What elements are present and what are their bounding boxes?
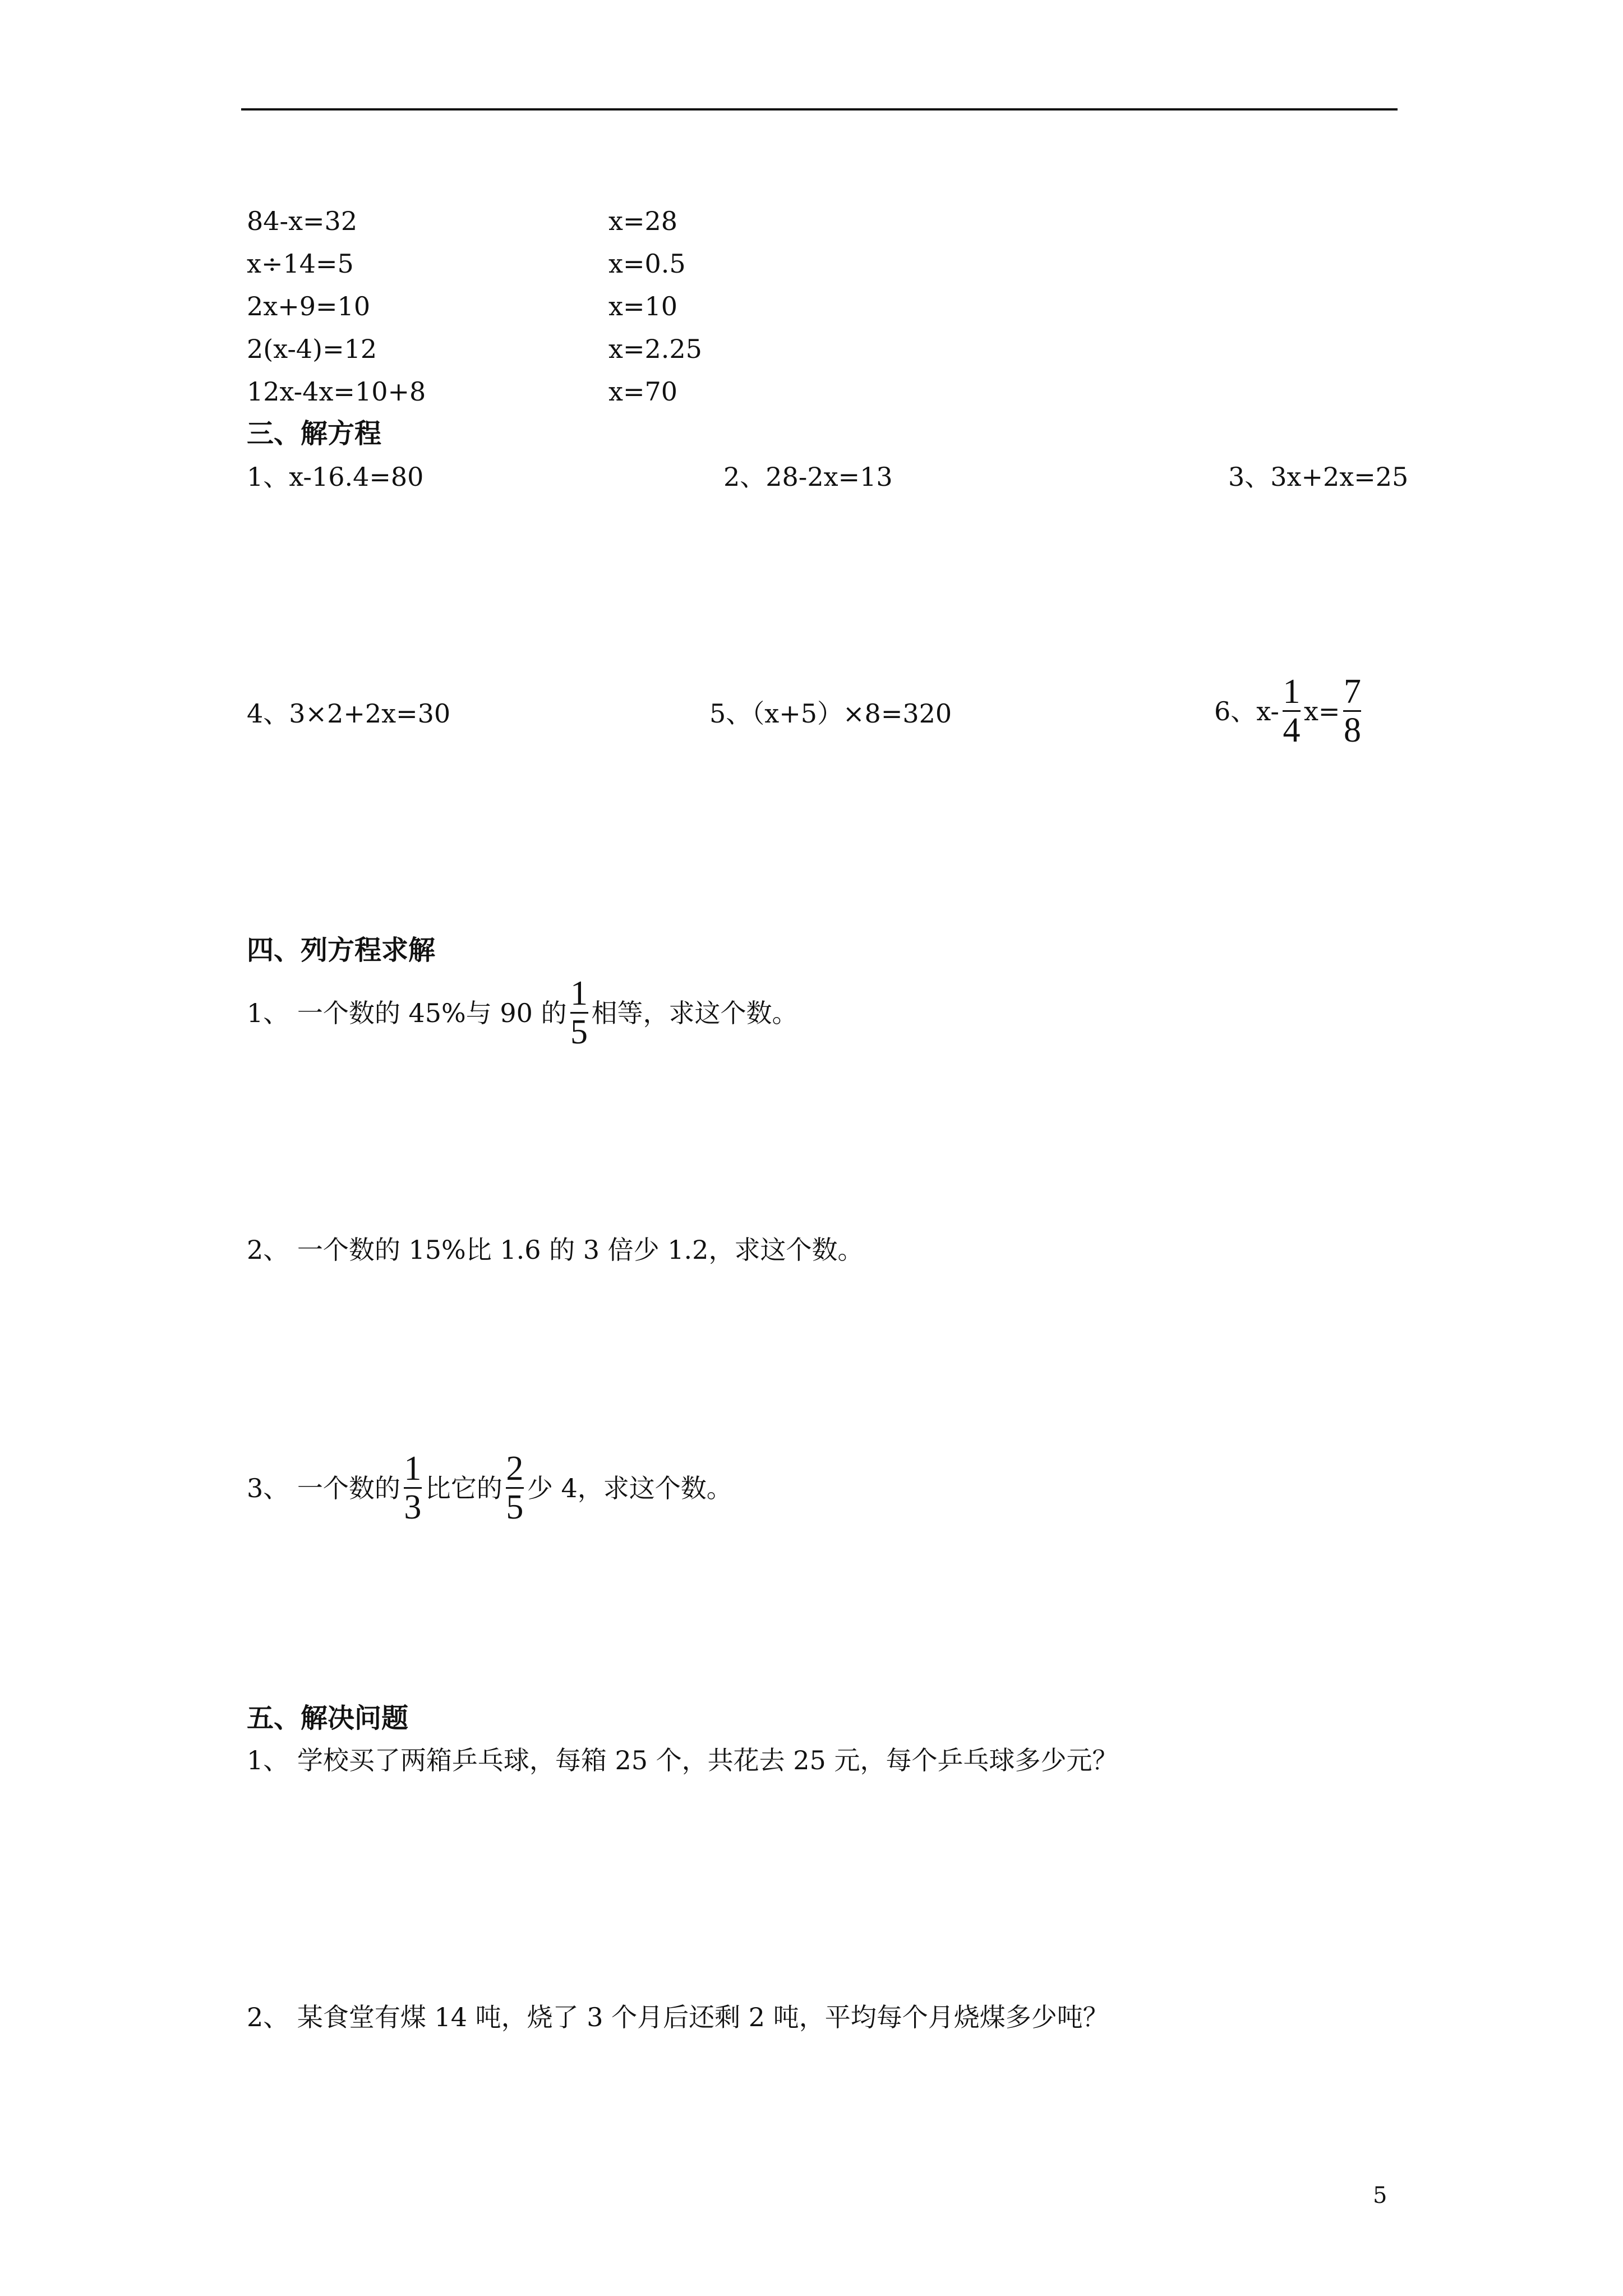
table-eq-4: 2(x-4)=12 (247, 334, 377, 364)
section5-title: 五、解决问题 (247, 1703, 409, 1734)
q3-text-mid: 比它的 (425, 1473, 502, 1503)
eq-item-4: 4、3×2+2x=30 (247, 698, 451, 729)
fraction-one-third (404, 1450, 422, 1526)
fraction-two-fifths (506, 1450, 524, 1526)
section3-title: 三、解方程 (247, 418, 382, 449)
q1-text-post: 相等，求这个数。 (591, 997, 798, 1028)
page-number: 5 (1373, 2183, 1387, 2208)
q3-text-pre: 3、 一个数的 (247, 1473, 400, 1503)
table-ans-2: x=0.5 (608, 249, 686, 279)
eq6-prefix: 6、x- (1214, 696, 1279, 726)
problem-4-3 (247, 1450, 732, 1526)
eq6-mid: x= (1303, 696, 1340, 726)
table-eq-3: 2x+9=10 (247, 291, 371, 321)
eq-item-6 (1214, 673, 1364, 749)
eq-item-3: 3、3x+2x=25 (1228, 462, 1409, 492)
table-eq-2: x÷14=5 (247, 249, 354, 279)
table-ans-5: x=70 (608, 376, 678, 407)
fraction-denominator: 5 (570, 1013, 588, 1051)
table-ans-4: x=2.25 (608, 334, 702, 364)
fraction-numerator: 7 (1343, 673, 1361, 711)
problem-4-1 (247, 975, 798, 1051)
fraction-one-fifth (570, 975, 588, 1051)
fraction-seven-eighths (1343, 673, 1361, 749)
problem-5-2: 2、 某食堂有煤 14 吨，烧了 3 个月后还剩 2 吨，平均每个月烧煤多少吨？ (247, 2002, 1109, 2032)
fraction-denominator: 3 (404, 1488, 422, 1526)
problem-4-2: 2、 一个数的 15%比 1.6 的 3 倍少 1.2，求这个数。 (247, 1235, 864, 1265)
header-rule (241, 108, 1398, 111)
fraction-denominator: 4 (1283, 711, 1301, 749)
table-ans-3: x=10 (608, 291, 678, 321)
table-eq-5: 12x-4x=10+8 (247, 376, 426, 407)
eq-item-1: 1、x-16.4=80 (247, 462, 424, 492)
fraction-numerator: 1 (570, 974, 588, 1013)
fraction-denominator: 8 (1343, 711, 1361, 749)
fraction-one-quarter (1283, 673, 1301, 749)
section4-title: 四、列方程求解 (247, 935, 436, 966)
table-eq-1: 84-x=32 (247, 206, 358, 236)
q1-text-pre: 1、 一个数的 45%与 90 的 (247, 997, 567, 1028)
eq-item-5: 5、（x+5）×8=320 (709, 698, 952, 729)
fraction-numerator: 2 (506, 1450, 524, 1488)
q3-text-post: 少 4，求这个数。 (527, 1473, 732, 1503)
table-ans-1: x=28 (608, 206, 678, 236)
fraction-denominator: 5 (506, 1488, 524, 1526)
fraction-numerator: 1 (404, 1450, 422, 1488)
eq-item-2: 2、28-2x=13 (723, 462, 893, 492)
fraction-numerator: 1 (1283, 673, 1301, 711)
problem-5-1: 1、 学校买了两箱乒乓球，每箱 25 个，共花去 25 元，每个乒乓球多少元？ (247, 1745, 1118, 1775)
